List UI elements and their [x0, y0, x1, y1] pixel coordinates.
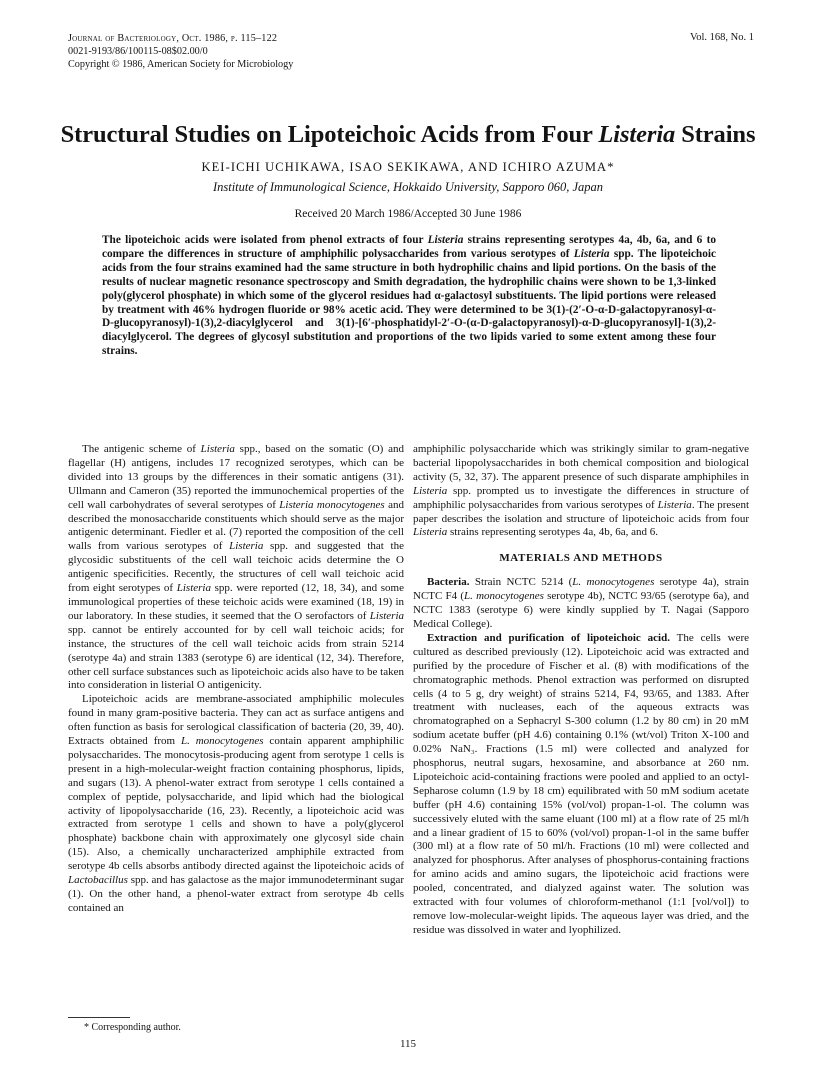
journal-header [68, 32, 293, 71]
intro-paragraph-1: The antigenic scheme of Listeria spp., based on the somatic (O) and flagellar (H) antigens, includes 17 recognized serotypes, which can be divided into 13 groups by the differences in their somatic antigens (31). Ullmann and Cameron (35) reported the immunochemical properties of the cell wall carbohydrates of several serotypes of Listeria monocytogenes and described the monosaccharide constituents which should serve as the major antigenic determinant. Fiedler et al. (7) reported the composition of the cell walls from various serotypes of Listeria spp. and suggested that the glycosidic substituents of the cell wall teichoic acids determine the O antigenic specificities. Recently, the structures of cell wall teichoic acid from eight serotypes of Listeria spp. were reported (12, 18, 34), and some immunological properties of these teichoic acids were examined (18, 19) in our laboratory. In these studies, it seemed that the O serofactors of Listeria spp. cannot be entirely accounted for by cell wall teichoic acids; for instance, the structures of the cell wall teichoic acids from strain 5214 (serotype 4a) and strain 1383 (serotype 6) are identical (12, 34). Therefore, other cell surface substances such as lipoteichoic acids also have to be taken into consideration in listerial O antigenicity. [68, 443, 404, 692]
methods-extraction: Extraction and purification of lipoteichoic acid. The cells were cultured as described previously (12). Lipoteichoic acid was extracted and purified by the procedure of Fischer et al. (8) with modifications of the chromatographic methods. Phenol extraction was performed on disrupted cells (4 to 5 g, dry weight) of strains 5214, F4, 93/65, and 1383. After treatment with nucleases, each of the aqueous extracts was chromatographed on a Sephacryl S-300 column (1.2 by 80 cm) in 20 mM sodium acetate buffer (pH 4.6) containing 0.1% (wt/vol) Triton X-100 and 0.02% NaN₃. Fractions (1.5 ml) were collected and analyzed for phosphorus, neutral sugars, hexosamine, and absorbance at 260 nm. Lipoteichoic acid-containing fractions were pooled and applied to an octyl-Sepharose column (1.9 by 18 cm) equilibrated with 50 mM sodium acetate buffer (pH 4.6) containing 15% (vol/vol) propan-1-ol. The column was successively eluted with the same eluant (100 ml) at a flow rate of 25 ml/h and a linear gradient of 15 to 60% (vol/vol) propan-1-ol in the same buffer (300 ml) at a flow rate of 50 ml/h. Fractions (10 ml) were collected and analyzed for phosphorus. After analyses of phosphorus-containing fractions for amino acids and amino sugars, the lipoteichoic acid fractions were pooled, concentrated, and dialyzed against water. The solution was extracted with four volumes of chloroform-methanol (1:1 [vol/vol]) to remove low-molecular-weight lipids. The aqueous layer was dried, and the residue was dissolved in water and lyophilized. [413, 631, 749, 936]
footnote-rule [68, 1017, 130, 1018]
abstract: The lipoteichoic acids were isolated from phenol extracts of four Listeria strains representing serotypes 4a, 4b, 6a, and 6 to compare the differences in structure of amphiphilic polysaccharides from various serotypes of Listeria spp. The lipoteichoic acids from the four strains examined had the same structure in both hydrophilic chains and lipid portions. On the basis of the results of nuclear magnetic resonance spectroscopy and Smith degradation, the hydrophilic chains were shown to be 1,3-linked poly(glycerol phosphate) in which some of the glycerol residues had α-galactosyl substituents. The lipid portions were released by treatment with 46% hydrogen fluoride or 98% acetic acid. They were determined to be 3(1)-(2′-O-α-D-galactopyranosyl-α-D-glucopyranosyl)-1(3),2-diacylglycerol and 3(1)-[6′-phosphatidyl-2′-O-(α-D-galactopyranosyl)-α-D-glucopyranosyl]-1(3),2-diacylglycerol. The degrees of glycosyl substitution and proportions of the two lipids varied to some extent among these four strains. [102, 234, 716, 358]
intro-paragraph-2: Lipoteichoic acids are membrane-associated amphiphilic molecules found in many gram-positive bacteria. They can act as surface antigens and often function as basis for serological classification of bacteria (20, 39, 40). Extracts obtained from L. monocytogenes contain apparent amphiphilic polysaccharides. The monocytosis-producing agent from serotype 1 cells is present in a high-molecular-weight fraction containing phosphorus, lipids, and sugars (13). A phenol-water extract from serotype 1 cells contained a complex of peptide, polysaccharide, and lipid which had the biological activity of lipopolysaccharide (16, 23). Recently, a lipoteichoic acid was extracted from serotype 1 cells and shown to have a poly(glycerol phosphate) backbone chain with approximately one glycosyl side chain (15). Also, a chemically uncharacterized amphiphile extracted from serotype 4b cells absorbs antibody directed against the lipoteichoic acids of Lactobacillus spp. and has galactose as the major immunodeterminant sugar (1). On the other hand, a phenol-water extract from serotype 4b cells contained an [68, 693, 404, 914]
journal-citation: Journal of Bacteriology, Oct. 1986, p. 115–122 [68, 33, 278, 44]
title-genus: Listeria [598, 121, 676, 148]
affiliation: Institute of Immunological Science, Hokkaido University, Sapporo 060, Japan [212, 180, 604, 194]
copyright-line: Copyright © 1986, American Society for Microbiology [68, 59, 294, 70]
run-in-heading-bacteria: Bacteria. [427, 576, 470, 589]
section-heading-methods: MATERIALS AND METHODS [499, 552, 663, 565]
author-list: KEI-ICHI UCHIKAWA, ISAO SEKIKAWA, AND ICHIRO AZUMA* [201, 160, 615, 174]
methods-bacteria: Bacteria. Strain NCTC 5214 (L. monocytogenes serotype 4a), strain NCTC F4 (L. monocytogenes serotype 4b), NCTC 93/65 (serotype 6a), and NCTC 1383 (serotype 6) were kindly supplied by T. Nagai (Sapporo Medical College). [413, 576, 749, 630]
page-number: 115 [399, 1038, 417, 1050]
article-title [50, 120, 766, 150]
received-dates: Received 20 March 1986/Accepted 30 June 1986 [294, 208, 522, 220]
corresponding-author-footnote: * Corresponding author. [84, 1022, 181, 1033]
run-in-heading-extraction: Extraction and purification of lipoteichoic acid. [427, 631, 670, 644]
intro-paragraph-3: amphiphilic polysaccharide which was strikingly similar to gram-negative bacterial lipopolysaccharides in both chemical composition and biological activity (5, 32, 37). The apparent presence of such disparate amphiphiles in Listeria spp. prompted us to investigate the differences in structure of amphiphilic polysaccharides from various serotypes of Listeria. The present paper describes the isolation and structure of lipoteichoic acids from four Listeria strains representing serotypes 4a, 4b, 6a, and 6. [413, 443, 749, 539]
right-column [413, 443, 749, 938]
title-text-end: Strains [675, 121, 756, 148]
left-column [68, 443, 404, 916]
volume-issue: Vol. 168, No. 1 [690, 32, 754, 43]
title-text: Structural Studies on Lipoteichoic Acids from Four [60, 121, 599, 148]
issn-line: 0021-9193/86/100115-08$02.00/0 [68, 46, 208, 57]
